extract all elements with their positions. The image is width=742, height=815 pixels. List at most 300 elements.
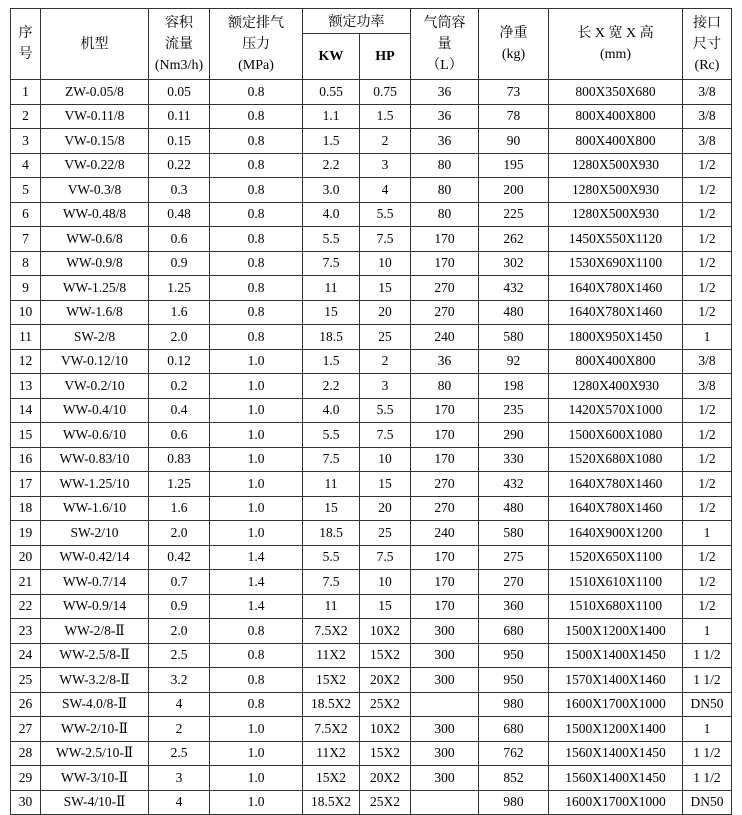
cell-flow: 2.0 [149,619,210,644]
cell-kw: 11X2 [303,741,360,766]
cell-hp: 15 [360,594,411,619]
cell-tank: 270 [411,496,479,521]
col-header-rated-power: 额定功率 [303,9,411,34]
cell-port: 1/2 [683,496,732,521]
cell-dims: 1510X680X1100 [549,594,683,619]
col-header-port [683,9,732,80]
cell-serial: 7 [11,227,41,252]
cell-flow: 0.48 [149,202,210,227]
cell-port: 1/2 [683,447,732,472]
cell-weight: 270 [479,570,549,595]
cell-tank: 170 [411,423,479,448]
cell-pressure: 1.0 [210,717,303,742]
cell-model: WW-2/8-Ⅱ [41,619,149,644]
cell-hp: 10 [360,570,411,595]
table-row [11,619,732,644]
cell-port: 1 1/2 [683,766,732,791]
cell-flow: 1.6 [149,496,210,521]
cell-weight: 980 [479,790,549,815]
cell-hp: 10X2 [360,619,411,644]
cell-weight: 290 [479,423,549,448]
cell-model: WW-0.6/8 [41,227,149,252]
cell-dims: 1520X650X1100 [549,545,683,570]
cell-kw: 4.0 [303,202,360,227]
cell-tank [411,790,479,815]
cell-dims: 1640X900X1200 [549,521,683,546]
cell-port: 3/8 [683,129,732,154]
cell-port: 1 [683,325,732,350]
cell-dims: 1570X1400X1460 [549,668,683,693]
header-text: (kg) [501,47,526,62]
cell-tank: 80 [411,178,479,203]
cell-flow: 0.22 [149,153,210,178]
col-header-weight [479,9,549,80]
cell-serial: 10 [11,300,41,325]
cell-weight: 852 [479,766,549,791]
cell-hp: 5.5 [360,202,411,227]
cell-weight: 480 [479,496,549,521]
cell-port: 1/2 [683,300,732,325]
cell-flow: 1.25 [149,276,210,301]
cell-tank: 240 [411,521,479,546]
table-row [11,521,732,546]
cell-kw: 18.5 [303,521,360,546]
cell-port: 3/8 [683,374,732,399]
header-text: 额定排气 [228,15,284,31]
cell-dims: 1510X610X1100 [549,570,683,595]
cell-dims: 1560X1400X1450 [549,766,683,791]
cell-flow: 4 [149,692,210,717]
cell-weight: 762 [479,741,549,766]
cell-port: 1 1/2 [683,668,732,693]
cell-serial: 30 [11,790,41,815]
table-row [11,398,732,423]
cell-kw: 4.0 [303,398,360,423]
cell-weight: 480 [479,300,549,325]
cell-port: 1/2 [683,227,732,252]
cell-tank: 36 [411,129,479,154]
cell-kw: 3.0 [303,178,360,203]
cell-dims: 1420X570X1000 [549,398,683,423]
table-row [11,153,732,178]
cell-tank: 170 [411,227,479,252]
cell-tank: 80 [411,374,479,399]
cell-flow: 0.11 [149,104,210,129]
cell-tank: 170 [411,594,479,619]
cell-model: WW-0.9/14 [41,594,149,619]
cell-flow: 0.12 [149,349,210,374]
cell-pressure: 0.8 [210,668,303,693]
cell-tank: 300 [411,643,479,668]
header-text: 压力 [242,36,270,52]
header-row-main [11,9,732,34]
cell-flow: 2.5 [149,643,210,668]
cell-port: 1/2 [683,276,732,301]
cell-serial: 4 [11,153,41,178]
cell-port: DN50 [683,790,732,815]
cell-weight: 330 [479,447,549,472]
cell-dims: 1500X1400X1450 [549,643,683,668]
cell-dims: 800X350X680 [549,80,683,105]
cell-port: 1/2 [683,570,732,595]
cell-hp: 7.5 [360,423,411,448]
cell-port: 1/2 [683,178,732,203]
cell-dims: 1500X600X1080 [549,423,683,448]
cell-model: ZW-0.05/8 [41,80,149,105]
cell-tank: 36 [411,80,479,105]
header-text: (MPa) [238,57,274,73]
table-row [11,227,732,252]
cell-port: 1/2 [683,594,732,619]
cell-serial: 29 [11,766,41,791]
cell-dims: 1520X680X1080 [549,447,683,472]
cell-flow: 0.4 [149,398,210,423]
cell-flow: 0.83 [149,447,210,472]
cell-weight: 950 [479,668,549,693]
table-row [11,741,732,766]
cell-tank: 170 [411,570,479,595]
header-text: 尺寸 [693,36,721,52]
col-header-flow [149,9,210,80]
cell-hp: 25X2 [360,692,411,717]
cell-dims: 800X400X800 [549,349,683,374]
table-header [11,9,732,80]
cell-model: VW-0.15/8 [41,129,149,154]
cell-serial: 5 [11,178,41,203]
cell-serial: 17 [11,472,41,497]
cell-weight: 580 [479,521,549,546]
cell-port: 1 1/2 [683,741,732,766]
header-text: 流量 [165,36,193,52]
table-row [11,447,732,472]
cell-hp: 7.5 [360,545,411,570]
cell-kw: 11 [303,594,360,619]
cell-port: 1/2 [683,202,732,227]
cell-serial: 28 [11,741,41,766]
cell-dims: 1280X500X930 [549,202,683,227]
cell-hp: 2 [360,349,411,374]
cell-tank: 270 [411,472,479,497]
cell-kw: 18.5X2 [303,790,360,815]
cell-port: 1/2 [683,153,732,178]
cell-hp: 5.5 [360,398,411,423]
cell-weight: 950 [479,643,549,668]
cell-hp: 1.5 [360,104,411,129]
cell-pressure: 1.0 [210,472,303,497]
table-row [11,178,732,203]
header-text: (Nm3/h) [154,57,204,73]
table-row [11,643,732,668]
cell-weight: 90 [479,129,549,154]
cell-flow: 0.6 [149,227,210,252]
cell-kw: 11X2 [303,643,360,668]
table-row [11,692,732,717]
cell-weight: 73 [479,80,549,105]
cell-model: WW-1.25/10 [41,472,149,497]
table-row [11,423,732,448]
cell-tank: 300 [411,741,479,766]
cell-hp: 15X2 [360,741,411,766]
cell-kw: 11 [303,472,360,497]
cell-pressure: 1.0 [210,374,303,399]
cell-port: 1 [683,619,732,644]
cell-kw: 7.5X2 [303,717,360,742]
header-text: 接口 [693,15,721,31]
cell-tank: 300 [411,717,479,742]
compressor-spec-table [10,8,732,815]
table-row [11,349,732,374]
cell-weight: 302 [479,251,549,276]
cell-model: WW-2/10-Ⅱ [41,717,149,742]
cell-weight: 680 [479,619,549,644]
cell-model: WW-0.83/10 [41,447,149,472]
col-header-hp: HP [360,34,411,80]
cell-dims: 800X400X800 [549,129,683,154]
cell-flow: 0.3 [149,178,210,203]
cell-hp: 15 [360,276,411,301]
cell-model: SW-4.0/8-Ⅱ [41,692,149,717]
cell-tank: 170 [411,447,479,472]
cell-port: 1 [683,521,732,546]
cell-kw: 15X2 [303,668,360,693]
table-row [11,472,732,497]
cell-pressure: 0.8 [210,202,303,227]
cell-pressure: 0.8 [210,129,303,154]
cell-pressure: 0.8 [210,251,303,276]
table-row [11,594,732,619]
cell-serial: 18 [11,496,41,521]
cell-kw: 1.5 [303,349,360,374]
cell-pressure: 0.8 [210,692,303,717]
cell-tank: 300 [411,619,479,644]
header-text: 容积 [165,15,193,31]
cell-pressure: 0.8 [210,153,303,178]
cell-kw: 15X2 [303,766,360,791]
cell-kw: 11 [303,276,360,301]
cell-serial: 15 [11,423,41,448]
cell-hp: 0.75 [360,80,411,105]
table-row [11,300,732,325]
table-row [11,766,732,791]
cell-serial: 2 [11,104,41,129]
cell-weight: 360 [479,594,549,619]
cell-pressure: 1.0 [210,741,303,766]
table-row [11,570,732,595]
cell-serial: 1 [11,80,41,105]
cell-pressure: 1.0 [210,521,303,546]
cell-flow: 0.05 [149,80,210,105]
table-row [11,104,732,129]
cell-pressure: 0.8 [210,178,303,203]
table-row [11,276,732,301]
col-header-kw: KW [303,34,360,80]
table-row [11,668,732,693]
cell-tank: 80 [411,202,479,227]
cell-tank: 170 [411,398,479,423]
cell-tank: 170 [411,545,479,570]
cell-model: WW-1.6/10 [41,496,149,521]
cell-model: WW-2.5/8-Ⅱ [41,643,149,668]
cell-dims: 1640X780X1460 [549,300,683,325]
cell-kw: 2.2 [303,153,360,178]
cell-model: WW-0.48/8 [41,202,149,227]
cell-kw: 5.5 [303,227,360,252]
cell-hp: 10 [360,251,411,276]
table-row [11,717,732,742]
cell-hp: 20X2 [360,766,411,791]
cell-weight: 980 [479,692,549,717]
table-row [11,545,732,570]
cell-model: VW-0.12/10 [41,349,149,374]
cell-serial: 19 [11,521,41,546]
cell-hp: 10X2 [360,717,411,742]
cell-flow: 1.25 [149,472,210,497]
cell-flow: 0.7 [149,570,210,595]
cell-tank: 240 [411,325,479,350]
cell-port: 1/2 [683,545,732,570]
header-text: 序 [18,26,33,41]
cell-tank: 36 [411,349,479,374]
cell-serial: 24 [11,643,41,668]
table-row [11,129,732,154]
cell-tank: 170 [411,251,479,276]
cell-kw: 7.5 [303,570,360,595]
cell-flow: 2.0 [149,325,210,350]
cell-pressure: 1.0 [210,766,303,791]
col-header-serial [11,9,41,80]
cell-kw: 1.1 [303,104,360,129]
header-text: 量 [437,36,452,52]
cell-weight: 235 [479,398,549,423]
col-header-model [41,9,149,80]
cell-port: 1 1/2 [683,643,732,668]
cell-model: WW-1.25/8 [41,276,149,301]
cell-hp: 20 [360,300,411,325]
cell-port: 1/2 [683,251,732,276]
cell-pressure: 1.0 [210,423,303,448]
cell-model: WW-0.7/14 [41,570,149,595]
cell-serial: 8 [11,251,41,276]
header-text: (Rc) [694,57,720,73]
cell-tank: 300 [411,766,479,791]
cell-kw: 5.5 [303,423,360,448]
cell-serial: 6 [11,202,41,227]
cell-serial: 14 [11,398,41,423]
table-row [11,374,732,399]
cell-weight: 432 [479,472,549,497]
cell-weight: 275 [479,545,549,570]
table-row [11,80,732,105]
cell-dims: 1530X690X1100 [549,251,683,276]
header-text: 气筒容 [423,15,466,31]
cell-model: SW-2/8 [41,325,149,350]
cell-model: WW-0.4/10 [41,398,149,423]
cell-port: 1/2 [683,423,732,448]
cell-hp: 10 [360,447,411,472]
cell-flow: 4 [149,790,210,815]
cell-dims: 1280X400X930 [549,374,683,399]
cell-tank: 270 [411,276,479,301]
cell-model: SW-2/10 [41,521,149,546]
cell-flow: 2.0 [149,521,210,546]
cell-pressure: 1.0 [210,447,303,472]
cell-pressure: 0.8 [210,619,303,644]
cell-pressure: 0.8 [210,104,303,129]
table-row [11,496,732,521]
cell-port: 3/8 [683,80,732,105]
cell-tank: 36 [411,104,479,129]
cell-weight: 680 [479,717,549,742]
cell-weight: 432 [479,276,549,301]
cell-hp: 4 [360,178,411,203]
cell-pressure: 0.8 [210,300,303,325]
col-header-tank [411,9,479,80]
cell-weight: 200 [479,178,549,203]
cell-model: WW-1.6/8 [41,300,149,325]
cell-pressure: 1.0 [210,496,303,521]
cell-kw: 0.55 [303,80,360,105]
cell-pressure: 0.8 [210,276,303,301]
cell-flow: 2.5 [149,741,210,766]
cell-weight: 195 [479,153,549,178]
cell-port: 1/2 [683,472,732,497]
cell-kw: 7.5 [303,251,360,276]
cell-weight: 225 [479,202,549,227]
cell-pressure: 1.0 [210,349,303,374]
cell-dims: 1600X1700X1000 [549,790,683,815]
cell-weight: 262 [479,227,549,252]
cell-hp: 15X2 [360,643,411,668]
cell-serial: 13 [11,374,41,399]
cell-kw: 7.5X2 [303,619,360,644]
header-text: （L） [426,57,463,73]
cell-serial: 23 [11,619,41,644]
header-text: (mm) [599,47,632,62]
cell-kw: 5.5 [303,545,360,570]
cell-hp: 25X2 [360,790,411,815]
cell-pressure: 0.8 [210,325,303,350]
cell-port: 3/8 [683,349,732,374]
cell-kw: 7.5 [303,447,360,472]
cell-hp: 7.5 [360,227,411,252]
table-body [11,80,732,815]
cell-dims: 1500X1200X1400 [549,717,683,742]
cell-kw: 15 [303,300,360,325]
cell-model: WW-0.42/14 [41,545,149,570]
cell-dims: 1450X550X1120 [549,227,683,252]
cell-port: DN50 [683,692,732,717]
cell-flow: 0.42 [149,545,210,570]
cell-tank: 300 [411,668,479,693]
cell-hp: 15 [360,472,411,497]
cell-model: WW-3/10-Ⅱ [41,766,149,791]
col-header-dims [549,9,683,80]
cell-serial: 11 [11,325,41,350]
cell-pressure: 0.8 [210,227,303,252]
cell-flow: 0.9 [149,594,210,619]
cell-flow: 0.15 [149,129,210,154]
cell-dims: 1280X500X930 [549,153,683,178]
cell-tank: 270 [411,300,479,325]
table-row [11,790,732,815]
cell-port: 3/8 [683,104,732,129]
cell-port: 1 [683,717,732,742]
cell-serial: 26 [11,692,41,717]
cell-model: SW-4/10-Ⅱ [41,790,149,815]
cell-kw: 2.2 [303,374,360,399]
cell-hp: 25 [360,521,411,546]
cell-pressure: 1.0 [210,398,303,423]
